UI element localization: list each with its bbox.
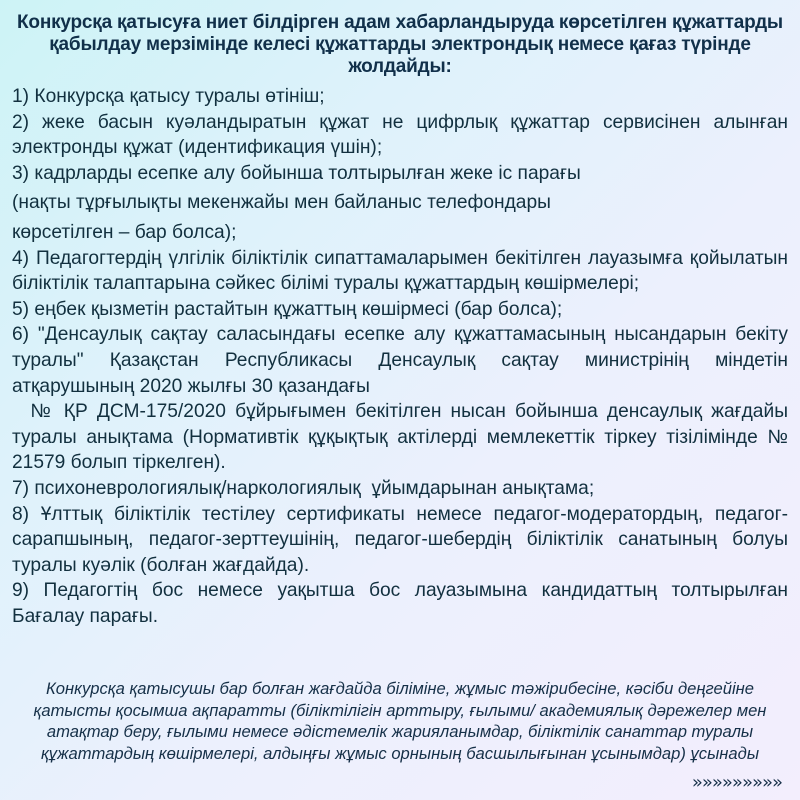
list-item-text: (нақты тұрғылықты мекенжайы мен байланыс телефондары [12, 192, 551, 214]
list-item-2 [12, 110, 788, 161]
list-item-text: 2) жеке басын куәландыратын құжат не цифрлық құжаттар сервисінен алынған электронды құжат (идентификация үшін); [12, 111, 788, 159]
list-item-text: 5) еңбек қызметін растайтын құжаттың көшірмесі (бар болса); [12, 298, 563, 320]
list-item-9 [12, 578, 788, 629]
list-item-text: көрсетілген – бар болса); [12, 221, 237, 243]
list-item-text: 7) психоневрологиялық/наркологиялық ұйымдарынан анықтама; [12, 477, 595, 499]
list-item-3 [12, 161, 788, 246]
list-item-text: 3) кадрларды есепке алу бойынша толтырылған жеке іс парағы [12, 162, 581, 184]
requirements-list [12, 84, 794, 629]
list-item-4 [12, 246, 788, 297]
list-item-text: № ҚР ДСМ-175/2020 бұйрығымен бекітілген нысан бойынша денсаулық жағдайы туралы анықтама (Нормативтік құқықтық актілерді мемлекеттік тіркеу тізілімінде № 21579 болып тіркелген). [12, 401, 794, 474]
footnote: Конкурсқа қатысушы бар болған жағдайда біліміне, жұмыс тәжірибесіне, кәсіби деңгейіне қатысты қосымша ақпаратты (біліктілігін арттыру, ғылыми/ академиялық дәрежелер мен атақтар беру, ғылыми немесе әдістемелік жарияланымдар, біліктілік санаттар туралы құжаттардың көшірмелері, алдыңғы жұмыс орнының басшылығынан ұсынымдар) ұсынады [33, 679, 767, 763]
list-item-7 [12, 476, 788, 502]
list-item-5 [12, 297, 788, 323]
list-item-8 [12, 502, 788, 579]
list-item-text: 6) "Денсаулық сақтау саласындағы есепке алу құжаттамасының нысандарын бекіту туралы" Қазақстан Республикасы Денсаулық сақтау министрінің міндетін атқарушының 2020 жылғы 30 қазандағы [12, 324, 788, 397]
list-item-text: 9) Педагогтің бос немесе уақытша бос лауазымына кандидаттың толтырылған Бағалау парағы. [12, 580, 788, 627]
list-item-1 [12, 84, 788, 110]
list-item-text: 8) Ұлттық біліктілік тестілеу сертификаты немесе педагог-модератордың, педагог-сарапшының, педагог-зерттеушінің, педагог-шебердің біліктілік санатының болуы туралы куәлік (болған жағдайда). [12, 503, 788, 576]
list-item-6 [12, 322, 794, 476]
page-heading: Конкурсқа қатысуға ниет білдірген адам хабарландыруда көрсетілген құжаттарды қабылдау мерзімінде келесі құжаттарды электрондық немесе қағаз түрінде жолдайды: [17, 12, 783, 77]
list-item-text: 4) Педагогтердің үлгілік біліктілік сипаттамаларымен бекітілген лауазымға қойылатын біліктілік талаптарына сәйкес білімі туралы құжаттардың көшірмелері; [12, 247, 788, 295]
list-item-text: 1) Конкурсқа қатысу туралы өтініш; [12, 86, 325, 107]
decorative-arrows-icon: »»»»»»»»» [691, 772, 782, 793]
